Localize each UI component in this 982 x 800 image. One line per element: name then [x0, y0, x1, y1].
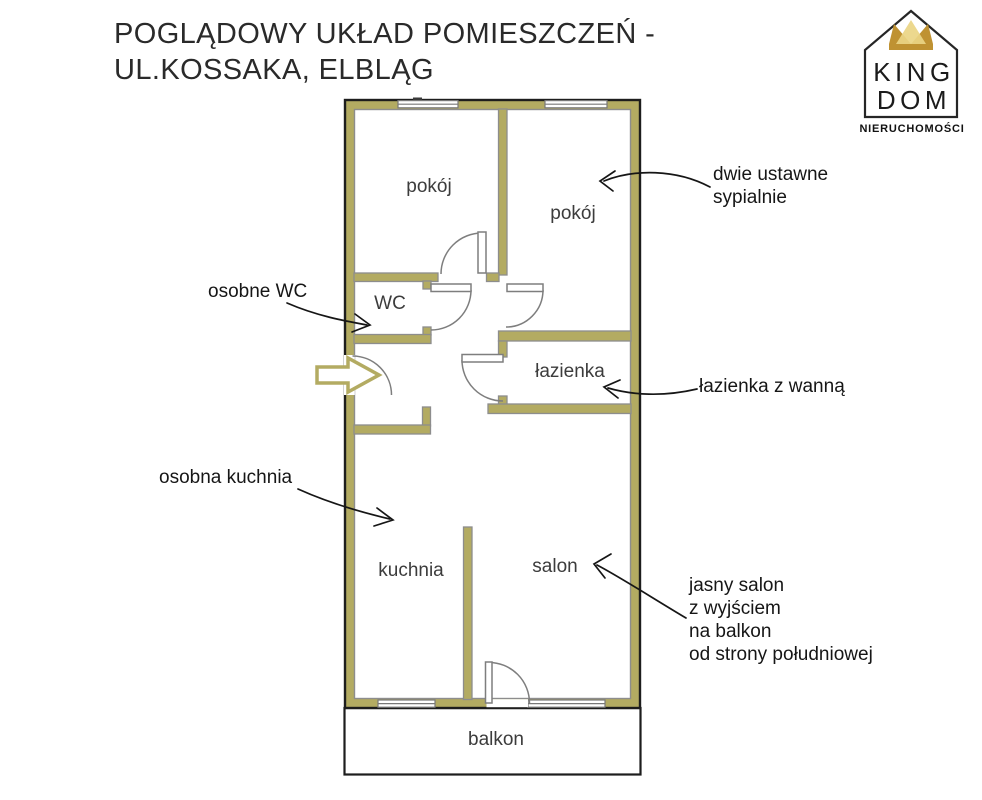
door-leaf-bedroom2 [507, 284, 543, 292]
wall-wc-right-bottom [423, 327, 431, 335]
door-leaf-bathroom [462, 355, 503, 363]
anno-bathroom: łazienka z wanną [699, 376, 845, 397]
door-leaf-bedroom1 [478, 232, 486, 273]
wall-bathroom-bottom [488, 404, 631, 414]
label-kitchen: kuchnia [378, 560, 444, 581]
anno-living-line1: jasny salon [689, 575, 785, 596]
wall-kitchen-living-divider [464, 527, 473, 700]
door-leaf-balcony [486, 662, 493, 703]
label-bedroom1: pokój [406, 176, 452, 197]
wall-wc-right-top [423, 281, 431, 289]
anno-wc: osobne WC [208, 281, 308, 302]
anno-kitchen: osobna kuchnia [159, 467, 293, 488]
wall-kitchen-top [354, 425, 431, 434]
label-balcony: balkon [468, 729, 524, 750]
anno-living-line4: od strony południowej [689, 644, 873, 665]
title-line-2: UL.KOSSAKA, ELBLĄG [114, 54, 434, 86]
anno-bedrooms-line1: dwie ustawne [713, 164, 829, 185]
stray-mark [413, 98, 422, 101]
wall-bedroom1-bottom-stub [487, 273, 500, 282]
label-wc: WC [374, 293, 406, 314]
wall-bedroom1-bottom [354, 273, 438, 282]
wall-wc-bottom [354, 335, 431, 344]
wall-bedrooms-divider [499, 109, 508, 275]
wall-hall-jog [423, 407, 431, 426]
brand-subtitle: NIERUCHOMOŚCI [859, 123, 965, 135]
door-leaf-wc [431, 284, 471, 292]
anno-living-line3: na balkon [689, 621, 772, 642]
label-living-room: salon [532, 556, 578, 577]
wall-bathroom-top [499, 331, 632, 341]
brand-word-top: KING [873, 57, 955, 87]
brand-word-bottom: DOM [876, 85, 952, 115]
anno-bedrooms-line2: sypialnie [713, 187, 787, 208]
label-bedroom2: pokój [550, 203, 596, 224]
label-bathroom: łazienka [535, 361, 605, 382]
title-line-1: POGLĄDOWY UKŁAD POMIESZCZEŃ - [114, 18, 656, 50]
anno-living-line2: z wyjściem [689, 598, 781, 619]
